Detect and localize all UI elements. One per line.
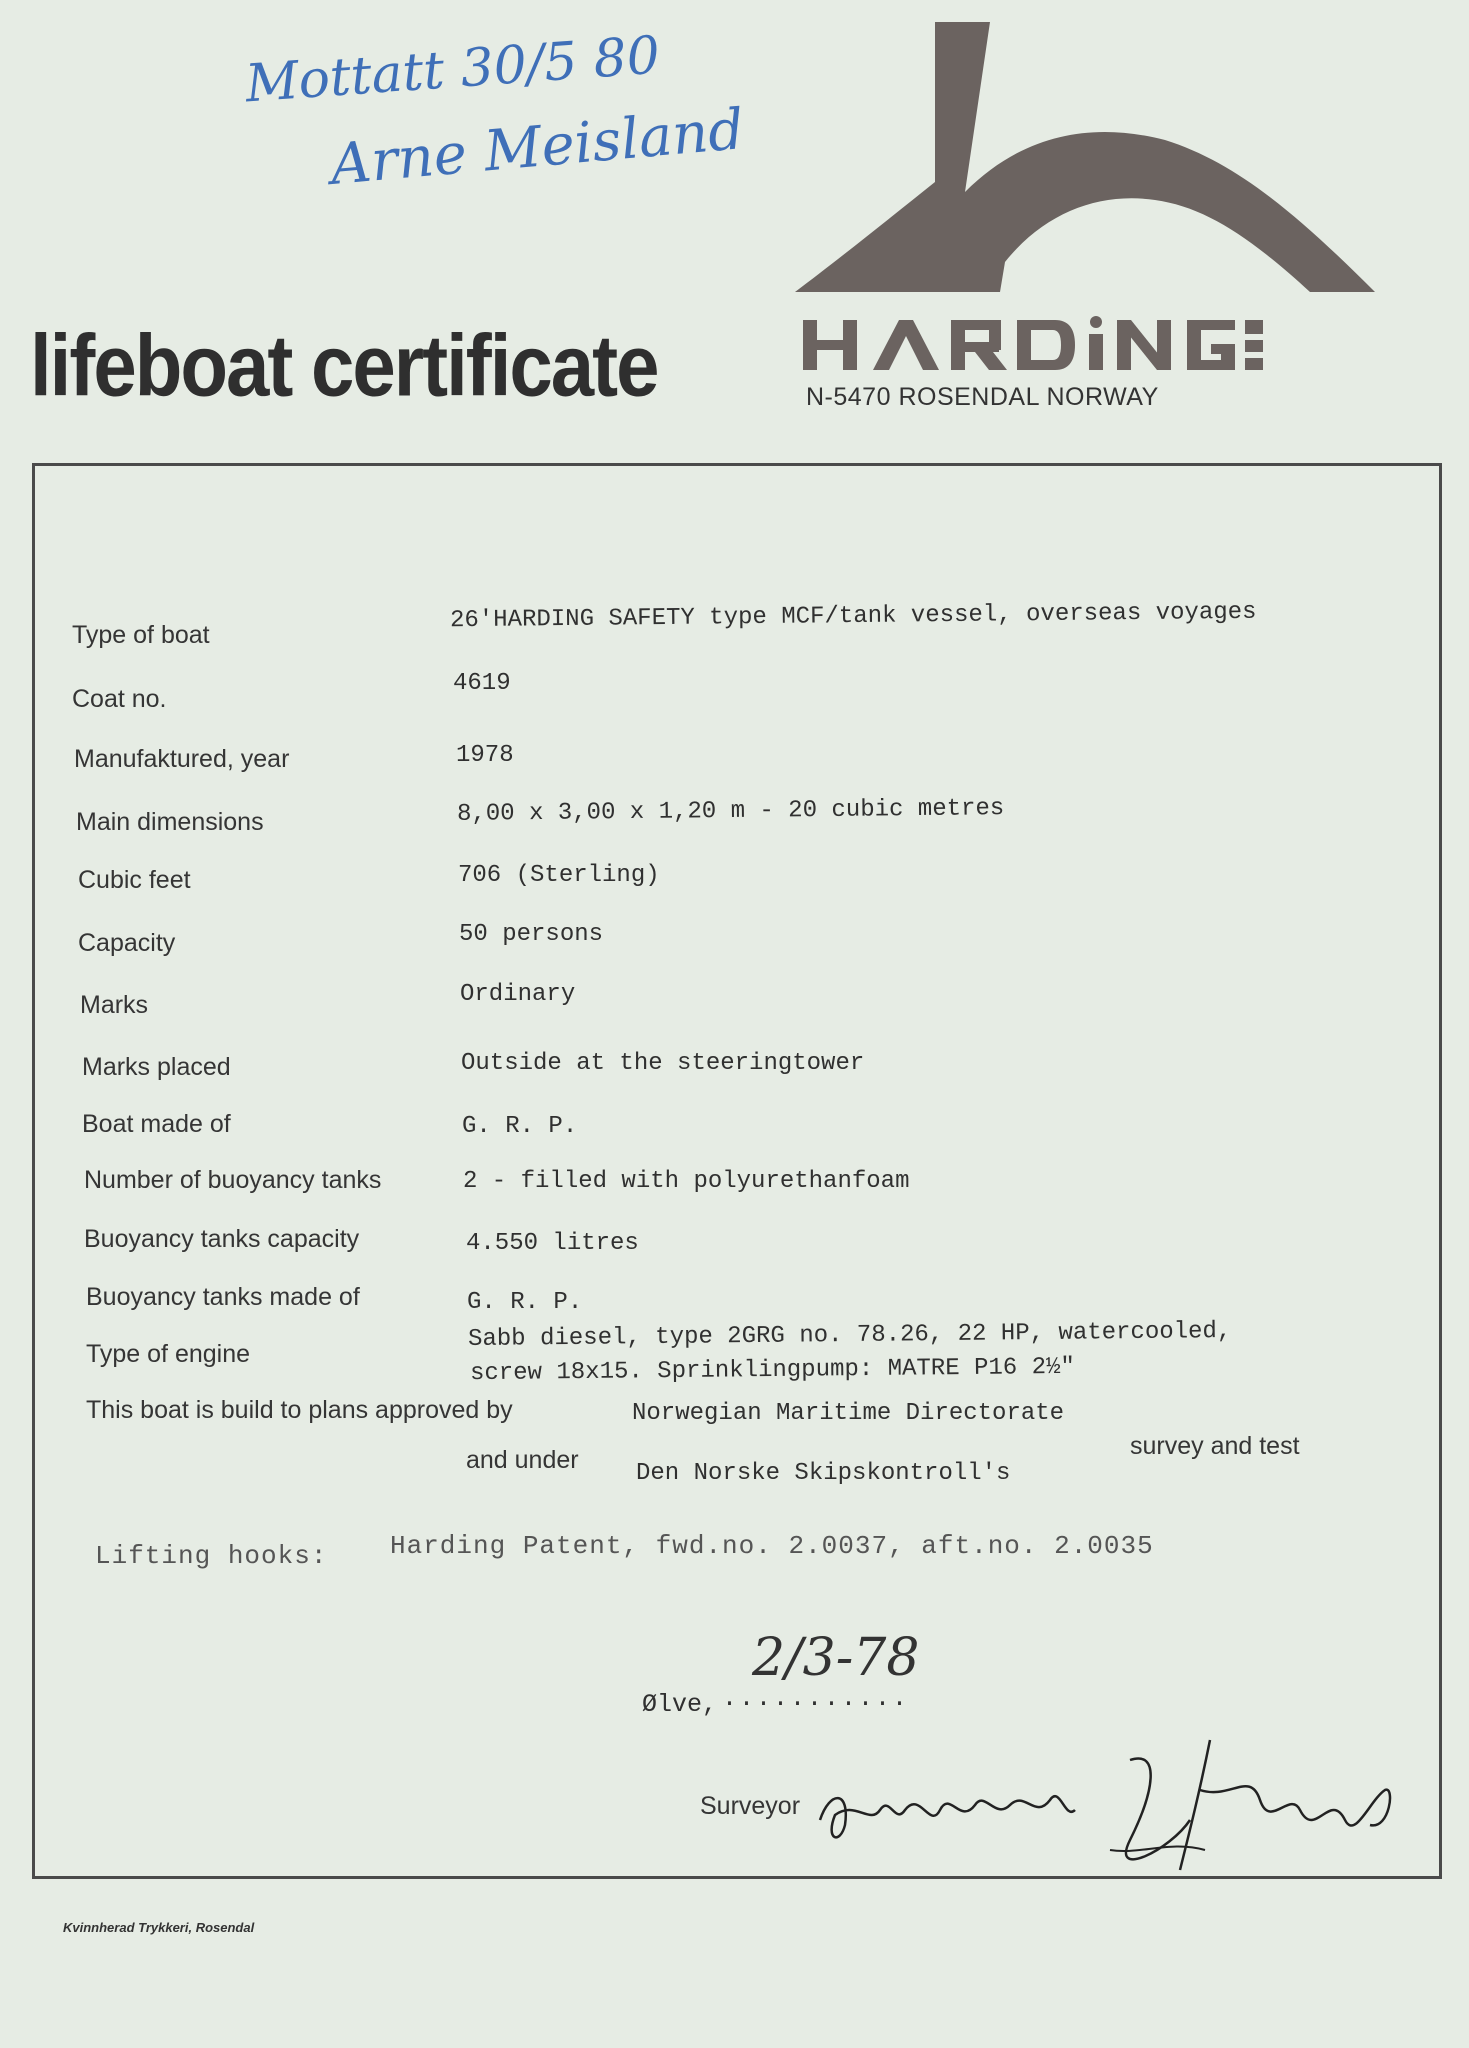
document-title: lifeboat certificate xyxy=(30,316,658,415)
receiver-signature-text: Arne Meisland xyxy=(327,97,747,198)
received-note xyxy=(243,26,661,115)
value-type-of-boat: 26'HARDING SAFETY type MCF/tank vessel, overseas voyages xyxy=(449,598,1257,635)
harding-logo xyxy=(795,22,1385,382)
place: Ølve, xyxy=(642,1690,718,1719)
value-marks: Ordinary xyxy=(460,981,576,1008)
received-note-text: Mottatt 30/5 80 xyxy=(243,25,662,115)
label-main-dimensions: Main dimensions xyxy=(76,808,264,836)
value-marks-placed: Outside at the steeringtower xyxy=(461,1050,865,1077)
classification-society: Den Norske Skipskontroll's xyxy=(636,1460,1011,1487)
lifting-hooks-value: Harding Patent, fwd.no. 2.0037, aft.no. 2.0035 xyxy=(390,1531,1154,1561)
receiver-signature xyxy=(328,97,747,198)
printer-imprint: Kvinnherad Trykkeri, Rosendal xyxy=(63,1920,255,1935)
label-manufactured-year: Manufaktured, year xyxy=(74,745,290,773)
label-type-of-engine: Type of engine xyxy=(86,1340,251,1368)
value-buoyancy-tanks-made-of: G. R. P. xyxy=(467,1289,583,1316)
value-capacity: 50 persons xyxy=(459,921,604,948)
handwritten-date: 2/3-78 xyxy=(752,1628,920,1688)
value-main-dimensions: 8,00 x 3,00 x 1,20 m - 20 cubic metres xyxy=(456,795,1005,828)
value-boat-made-of: G. R. P. xyxy=(462,1113,578,1140)
label-cubic-feet: Cubic feet xyxy=(78,866,191,894)
surveyor-label: Surveyor xyxy=(700,1792,801,1820)
lifting-hooks-label: Lifting hooks: xyxy=(95,1541,328,1571)
value-buoyancy-tanks-capacity: 4.550 litres xyxy=(466,1230,639,1257)
company-address: N-5470 ROSENDAL NORWAY xyxy=(806,383,1159,411)
approval-authority: Norwegian Maritime Directorate xyxy=(632,1400,1065,1427)
survey-label: survey and test xyxy=(1130,1432,1300,1460)
label-boat-made-of: Boat made of xyxy=(82,1110,231,1138)
label-marks: Marks xyxy=(80,991,149,1019)
value-manufactured-year: 1978 xyxy=(456,742,514,769)
label-number-buoyancy-tanks: Number of buoyancy tanks xyxy=(84,1166,382,1194)
label-type-of-boat: Type of boat xyxy=(72,621,210,649)
surveyor-signatures xyxy=(810,1730,1410,1880)
value-type-of-engine: Sabb diesel, type 2GRG no. 78.26, 22 HP, watercooled, xyxy=(467,1318,1232,1353)
value-type-of-engine-line2: screw 18x15. Sprinklingpump: MATRE P16 2½" xyxy=(469,1353,1076,1388)
approval-label: This boat is build to plans approved by xyxy=(86,1396,513,1424)
value-coat-no: 4619 xyxy=(453,670,511,697)
date-dots: ........... xyxy=(722,1684,910,1713)
value-cubic-feet: 706 (Sterling) xyxy=(458,862,660,889)
label-buoyancy-tanks-made-of: Buoyancy tanks made of xyxy=(86,1283,360,1311)
label-marks-placed: Marks placed xyxy=(82,1053,231,1081)
label-capacity: Capacity xyxy=(78,929,176,957)
under-label: and under xyxy=(466,1446,579,1474)
value-number-buoyancy-tanks: 2 - filled with polyurethanfoam xyxy=(463,1168,910,1195)
label-coat-no: Coat no. xyxy=(72,685,167,713)
label-buoyancy-tanks-capacity: Buoyancy tanks capacity xyxy=(84,1225,360,1253)
